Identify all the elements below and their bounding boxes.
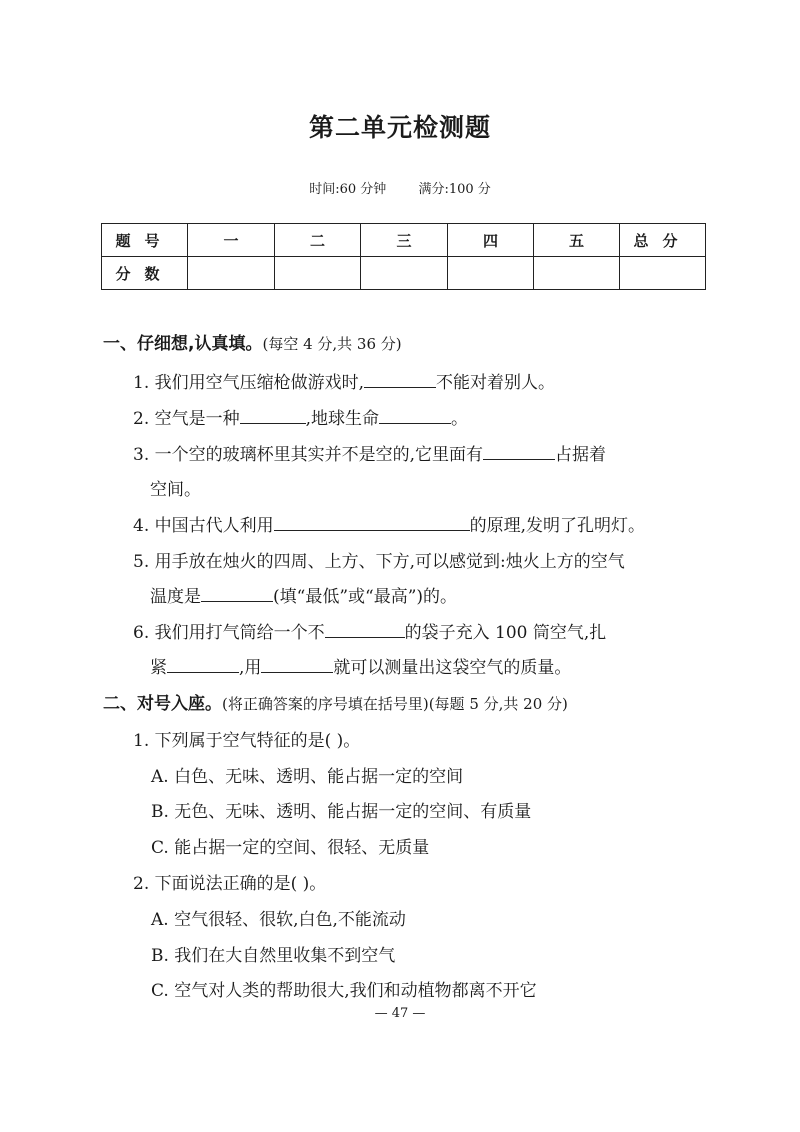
page-number: — 47 —	[374, 1006, 426, 1021]
choice-2-option-b: B. 我们在大自然里收集不到空气	[151, 946, 396, 966]
column-5: 五	[534, 224, 620, 257]
exam-time: 时间:60 分钟	[309, 182, 387, 197]
answer-blank[interactable]	[240, 407, 306, 424]
answer-blank[interactable]	[364, 371, 436, 388]
column-1: 一	[188, 224, 275, 257]
page-title: 第二单元检测题	[308, 113, 491, 142]
fill-question-1: 1. 我们用空气压缩枪做游戏时, 不能对着别人。	[133, 373, 556, 393]
choice-question-2: 2. 下面说法正确的是( )。	[133, 874, 327, 894]
question-number-label: 题号	[102, 224, 188, 257]
score-table-score-row	[102, 257, 706, 290]
section-1-heading: 一、仔细想,认真填。(每空 4 分,共 36 分)	[103, 334, 402, 354]
answer-blank[interactable]	[201, 585, 273, 602]
score-cell	[534, 257, 620, 290]
answer-blank[interactable]	[483, 443, 555, 460]
fill-question-5: 5. 用手放在烛火的四周、上方、下方,可以感觉到:烛火上方的空气	[133, 552, 625, 572]
section-2-note: (将正确答案的序号填在括号里)(每题 5 分,共 20 分)	[222, 695, 568, 713]
fill-question-6-continued: 紧 ,用 就可以测量出这袋空气的质量。	[150, 658, 572, 678]
answer-blank[interactable]	[274, 514, 470, 531]
answer-blank[interactable]	[379, 407, 451, 424]
choice-1-option-b: B. 无色、无味、透明、能占据一定的空间、有质量	[151, 802, 532, 822]
fill-question-4: 4. 中国古代人利用 的原理,发明了孔明灯。	[133, 516, 646, 536]
fill-question-5-continued: 温度是 (填“最低”或“最高”)的。	[150, 587, 458, 607]
score-cell	[448, 257, 534, 290]
answer-blank[interactable]	[167, 656, 239, 673]
score-label: 分数	[102, 257, 188, 290]
score-cell	[275, 257, 361, 290]
column-3: 三	[361, 224, 448, 257]
choice-2-option-c: C. 空气对人类的帮助很大,我们和动植物都离不开它	[151, 981, 537, 1001]
choice-1-option-a: A. 白色、无味、透明、能占据一定的空间	[151, 767, 464, 787]
exam-meta	[0, 178, 800, 197]
section-2-heading: 二、对号入座。(将正确答案的序号填在括号里)(每题 5 分,共 20 分)	[103, 694, 568, 714]
fill-question-3-continued: 空间。	[150, 480, 201, 500]
answer-blank[interactable]	[261, 656, 333, 673]
choice-question-1: 1. 下列属于空气特征的是( )。	[133, 731, 361, 751]
choice-2-option-a: A. 空气很轻、很软,白色,不能流动	[151, 910, 406, 930]
fill-question-2: 2. 空气是一种 ,地球生命 。	[133, 409, 469, 429]
choice-1-option-c: C. 能占据一定的空间、很轻、无质量	[151, 838, 430, 858]
column-2: 二	[275, 224, 361, 257]
fill-question-6: 6. 我们用打气筒给一个不 的袋子充入 100 筒空气,扎	[133, 623, 607, 643]
answer-blank[interactable]	[325, 621, 405, 638]
total-label: 总分	[620, 224, 706, 257]
fill-question-3: 3. 一个空的玻璃杯里其实并不是空的,它里面有 占据着	[133, 445, 607, 465]
score-table-header-row	[102, 224, 706, 257]
score-cell	[188, 257, 275, 290]
exam-full-score: 满分:100 分	[418, 182, 491, 197]
section-1-note: (每空 4 分,共 36 分)	[262, 335, 402, 353]
column-4: 四	[448, 224, 534, 257]
score-table	[101, 223, 706, 290]
score-cell	[620, 257, 706, 290]
score-cell	[361, 257, 448, 290]
